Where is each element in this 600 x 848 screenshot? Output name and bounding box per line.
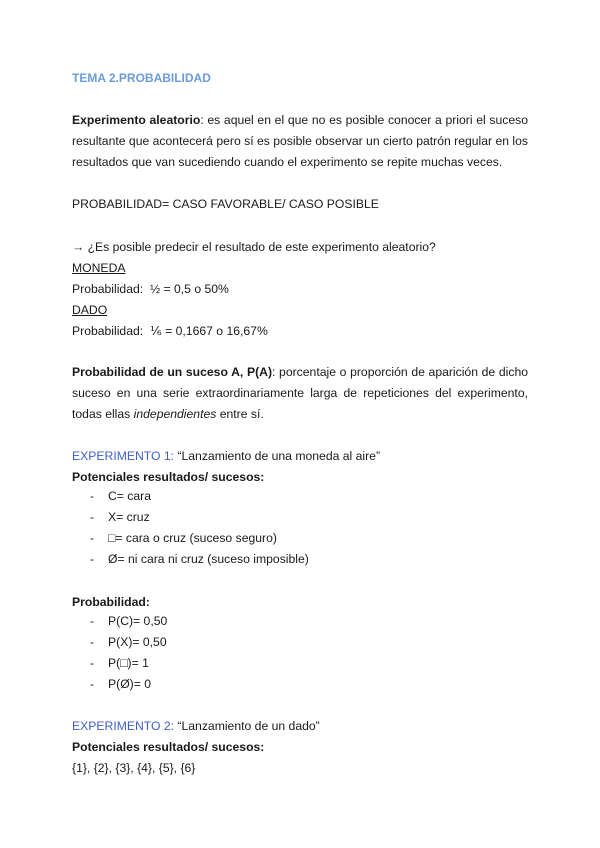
- definition-experimento-aleatorio: [72, 110, 528, 173]
- list-item: - C= cara: [90, 489, 152, 503]
- definition-probabilidad-suceso: [72, 362, 528, 425]
- list-item: - P(□)= 1: [90, 656, 149, 670]
- experimento1-results-list: [72, 486, 528, 570]
- moneda-prob-value: ½ = 0,5 o 50%: [149, 282, 229, 296]
- dado-probability: [72, 321, 528, 342]
- dado-heading: DADO: [72, 303, 108, 317]
- list-item: - Ø= ni cara ni cruz (suceso imposible): [90, 552, 309, 566]
- prediction-question: → ¿Es posible predecir el resultado de este experimento aleatorio?: [72, 240, 436, 254]
- dado-prob-label: Probabilidad:: [72, 324, 144, 338]
- experimento2-name: “Lanzamiento de un dado”: [174, 719, 320, 733]
- list-item: - □= cara o cruz (suceso seguro): [90, 531, 277, 545]
- probability-formula: PROBABILIDAD= CASO FAVORABLE/ CASO POSIBLE: [72, 197, 379, 211]
- moneda-heading: MONEDA: [72, 261, 126, 275]
- emphasis-independientes: independientes: [133, 407, 217, 421]
- definition-text: : es aquel en el que no es posible conocer a priori el suceso resultante que acontecerá pero sí es posible observar un cierto patrón regular en los resultados que van sucediendo cuando el experimento se repite muchas veces.: [72, 113, 528, 169]
- experimento1-results-heading: Potenciales resultados/ sucesos:: [72, 470, 265, 484]
- list-item: - P(Ø)= 0: [90, 677, 152, 691]
- experimento1-prob-list: [72, 611, 528, 695]
- experimento2-title: [72, 716, 528, 737]
- dado-prob-value: ⅙ = 0,1667 o 16,67%: [149, 324, 268, 338]
- definition-text-1: : porcentaje o proporción de aparición de dicho suceso en una serie extraordinariamente larga de repeticiones del experimento, todas ellas: [72, 365, 529, 421]
- list-item: - P(X)= 0,50: [90, 635, 167, 649]
- definition-text-2: entre sí.: [216, 407, 264, 421]
- experimento2-results-heading: Potenciales resultados/ sucesos:: [72, 740, 265, 754]
- page-title: TEMA 2.PROBABILIDAD: [72, 71, 211, 85]
- experimento2-label: EXPERIMENTO 2:: [72, 719, 175, 733]
- list-item: - P(C)= 0,50: [90, 614, 168, 628]
- moneda-prob-label: Probabilidad:: [72, 282, 144, 296]
- moneda-probability: [72, 279, 528, 300]
- experimento2-results: {1}, {2}, {3}, {4}, {5}, {6}: [72, 761, 196, 775]
- term-experimento-aleatorio: Experimento aleatorio: [72, 113, 201, 127]
- term-probabilidad-suceso: Probabilidad de un suceso A, P(A): [72, 365, 273, 379]
- experimento1-name: “Lanzamiento de una moneda al aire”: [174, 449, 381, 463]
- experimento1-prob-heading: Probabilidad:: [72, 595, 150, 609]
- experimento1-label: EXPERIMENTO 1:: [72, 449, 175, 463]
- list-item: - X= cruz: [90, 510, 150, 524]
- experimento1-title: [72, 446, 528, 467]
